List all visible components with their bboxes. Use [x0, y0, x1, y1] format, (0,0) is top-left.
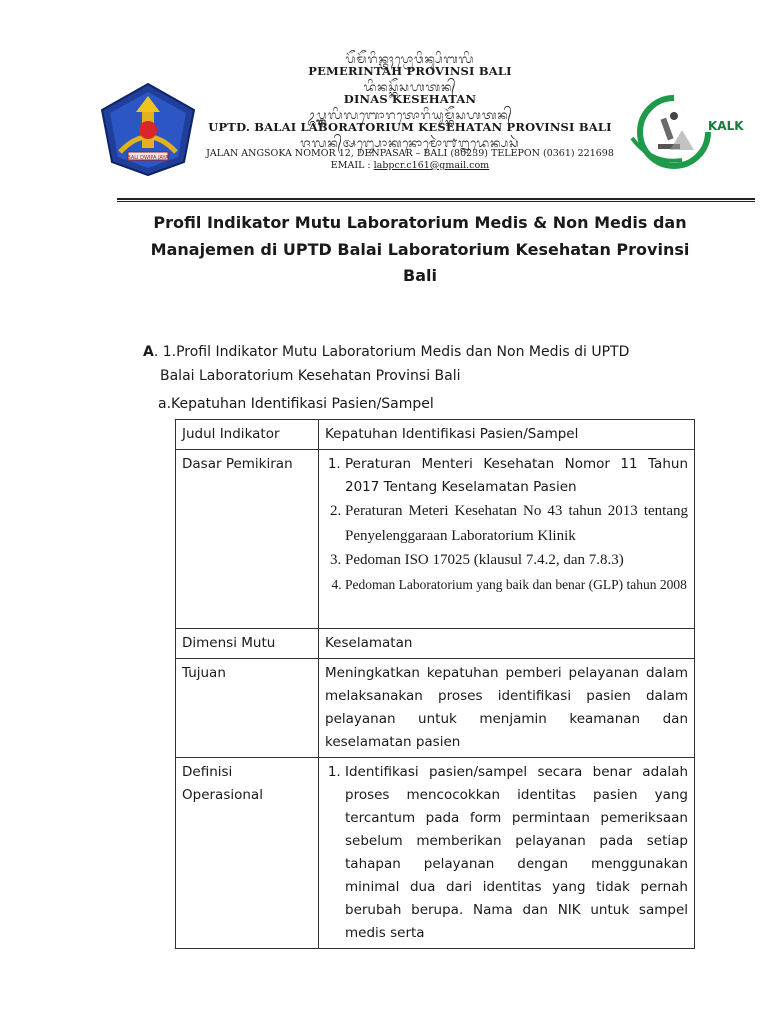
list-item: 1. Identifikasi pasien/sampel secara benar adalah proses mencocokkan identitas pasien yang tercantum pada form permintaan pemeriksaan sebelum memberikan pelayanan pada setiap tahapan pelayanan dengan menggunakan minimal dua dari identitas yang tidak pernah berubah berupa. Nama dan NIK untuk sampel medis serta: [345, 761, 688, 945]
email-label: EMAIL :: [330, 160, 371, 171]
judul-label: Judul Indikator: [176, 420, 319, 450]
dasar-value: [319, 450, 695, 629]
definisi-list: [325, 761, 688, 945]
address: JALAN ANGSOKA NOMOR 12, DENPASAR – BALI (80239) TELEPON (0361) 221698: [206, 148, 614, 159]
section-line-2: Balai Laboratorium Kesehatan Provinsi Bali: [160, 368, 461, 384]
svg-text:KALK: KALK: [708, 119, 744, 133]
dasar-list: [325, 453, 688, 596]
table-row: [176, 450, 695, 629]
dimensi-label: Dimensi Mutu: [176, 629, 319, 659]
email-address[interactable]: labpcr.c161@gmail.com: [373, 160, 490, 171]
balinese-script-lab: ᬉᬧ᭄ᬢ᭄ᬤ᭄ᬩᬮᬶᬮᬩᭀᬭᬢᭀᬭᬶᬬᬸᬫ᭄ᬓᭂᬲᬳᬢᬦ᭄: [307, 108, 513, 122]
list-item: 1. Peraturan Menteri Kesehatan Nomor 11 Tahun 2017 Tentang Keselamatan Pasien: [345, 453, 688, 499]
definisi-value: [319, 758, 695, 949]
department-name: DINAS KESEHATAN: [343, 92, 477, 106]
definisi-label-line-1: Definisi: [182, 764, 233, 780]
letterhead-rule-thick: [117, 198, 755, 200]
definisi-label: [176, 758, 319, 949]
letterhead-rule-thin: [117, 201, 755, 202]
balinese-script-department: ᬤᬶᬦᬲ᭄ᬓᭂᬲᬳᬢᬦ᭄: [363, 80, 457, 94]
judul-value: Kepatuhan Identifikasi Pasien/Sampel: [319, 420, 695, 450]
section-line-1: . 1.Profil Indikator Mutu Laboratorium Medis dan Non Medis di UPTD: [153, 344, 630, 360]
dasar-label: Dasar Pemikiran: [176, 450, 319, 629]
section-letter: A: [143, 344, 154, 360]
balinese-script-government: ᬧᭂᬫᭂᬭᬶᬦ᭄ᬢᬄᬧ᭄ᬭᭀᬯᬶᬦ᭄ᬲᬶᬩᬮᬶ: [345, 52, 475, 66]
balinese-script-address: ᬚᬮᬦ᭄ᬅᬗ᭄ᬲᭀᬓᬦᭀᬫᭀᬃ᭑᭒ᬤᬾᬦ᭄ᬧᬲᬃ: [300, 136, 520, 150]
letterhead: [0, 0, 768, 205]
svg-text:BALI DWIPA JAYA: BALI DWIPA JAYA: [127, 155, 169, 161]
table-row: [176, 629, 695, 659]
list-item: 2. Peraturan Meteri Kesehatan No 43 tahun 2013 tentang Penyelenggaraan Laboratorium Klinik: [345, 499, 688, 548]
indicator-table: [175, 419, 695, 949]
lab-name: UPTD. BALAI LABORATORIUM KESEHATAN PROVINSI BALI: [208, 120, 612, 134]
table-row: [176, 420, 695, 450]
government-name: PEMERINTAH PROVINSI BALI: [308, 64, 512, 78]
document-title: Profil Indikator Mutu Laboratorium Medis & Non Medis dan Manajemen di UPTD Balai Laboratorium Kesehatan Provinsi Bali: [150, 213, 690, 285]
bali-province-emblem-icon: [98, 82, 198, 177]
letterhead-text: [190, 50, 630, 172]
tujuan-label: Tujuan: [176, 659, 319, 758]
table-row: [176, 659, 695, 758]
list-item: 3. Pedoman ISO 17025 (klausul 7.4.2, dan 7.8.3): [345, 548, 688, 573]
subsection-heading: a.Kepatuhan Identifikasi Pasien/Sampel: [158, 396, 434, 412]
dimensi-value: Keselamatan: [319, 629, 695, 659]
section-a-heading: [143, 340, 703, 388]
email-line: [190, 160, 630, 172]
list-item: 4. Pedoman Laboratorium yang baik dan benar (GLP) tahun 2008: [345, 573, 688, 596]
definisi-label-line-2: Operasional: [182, 787, 263, 803]
kalk-accreditation-logo-icon: [612, 90, 744, 175]
table-row: [176, 758, 695, 949]
tujuan-value: Meningkatkan kepatuhan pemberi pelayanan dalam melaksanakan proses identifikasi pasien dalam pelayanan untuk menjamin keamanan dan keselamatan pasien: [319, 659, 695, 758]
